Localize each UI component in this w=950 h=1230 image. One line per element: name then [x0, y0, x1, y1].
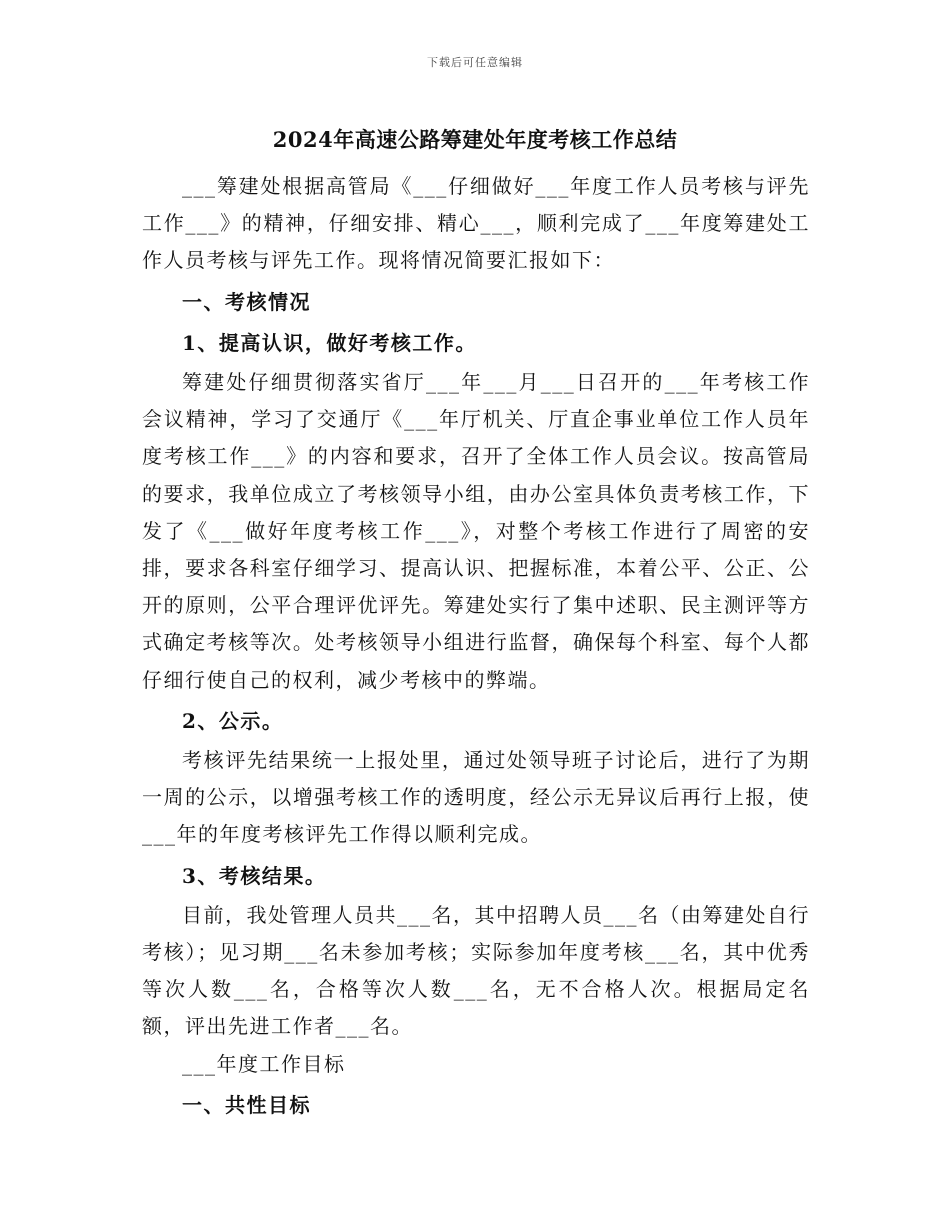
awareness-paragraph: 筹建处仔细贯彻落实省厅___年___月___日召开的___年考核工作会议精神，学习了交通厅《___年厅机关、厅直企事业单位工作人员年度考核工作___》的内容和要求，召开了全体工作人员会议。按高管局的要求，我单位成立了考核领导小组，由办公室具体负责考核工作，下发了《___做好年度考核工作___》，对整个考核工作进行了周密的安排，要求各科室仔细学习、提高认识、把握标准，本着公平、公正、公开的原则，公平合理评优评先。筹建处实行了集中述职、民主测评等方式确定考核等次。处考核领导小组进行监督，确保每个科室、每个人都仔细行使自己的权利，减少考核中的弊端。 [142, 370, 810, 692]
section-heading-assessment: 一、考核情况 [182, 289, 311, 314]
header-note: 下载后可任意编辑 [427, 56, 523, 69]
publicity-paragraph: 考核评先结果统一上报处里，通过处领导班子讨论后，进行了为期一周的公示，以增强考核工作的透明度，经公示无异议后再行上报，使___年的年度考核评先工作得以顺利完成。 [142, 748, 810, 847]
subsection-heading-awareness: 1、提高认识，做好考核工作。 [182, 330, 477, 355]
document-body [142, 168, 810, 1126]
subsection-heading-publicity: 2、公示。 [182, 708, 284, 733]
document-title: 2024年高速公路筹建处年度考核工作总结 [272, 127, 678, 152]
subsection-heading-results: 3、考核结果。 [182, 863, 327, 888]
intro-paragraph: ___筹建处根据高管局《___仔细做好___年度工作人员考核与评先工作___》的精神，仔细安排、精心___，顺利完成了___年度筹建处工作人员考核与评先工作。现将情况简要汇报如下： [142, 174, 810, 273]
results-paragraph: 目前，我处管理人员共___名，其中招聘人员___名（由筹建处自行考核）；见习期___名未参加考核；实际参加年度考核___名，其中优秀等次人数___名，合格等次人数___名，无不合格人次。根据局定名额，评出先进工作者___名。 [142, 902, 810, 1039]
section-heading-common-goals: 一、共性目标 [182, 1092, 311, 1117]
goals-line: ___年度工作目标 [182, 1051, 346, 1076]
